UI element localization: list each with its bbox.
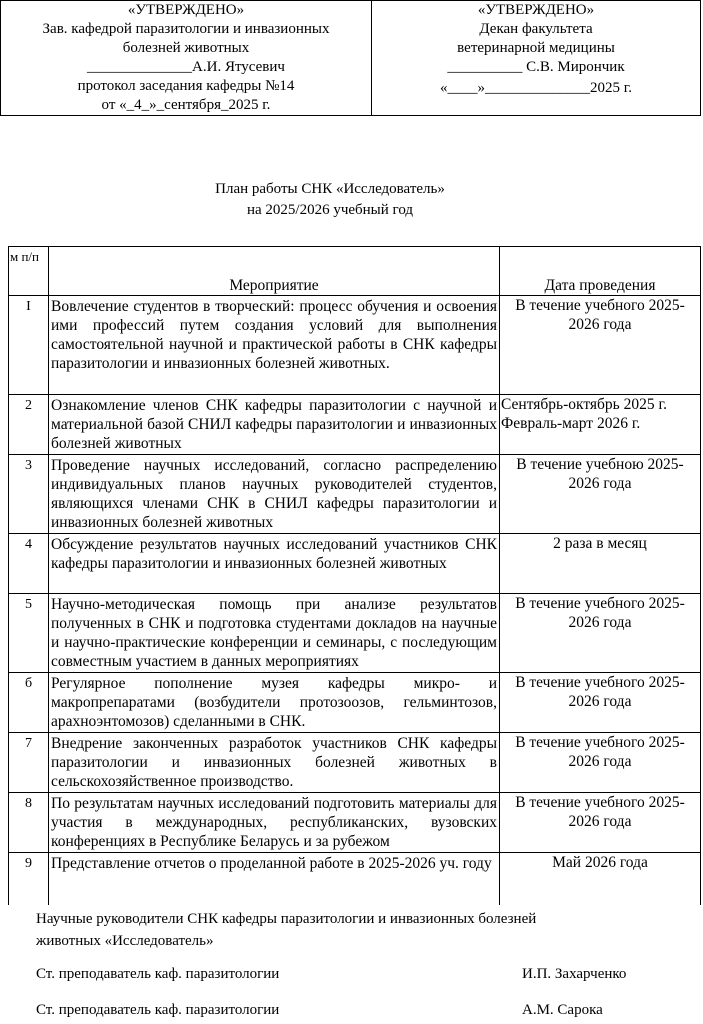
approval-left-department: болезней животных [122,40,250,56]
approval-left-stamp: «УТВЕРЖДЕНО» [127,2,245,18]
table-row [9,673,701,733]
document-title: План работы СНК «Исследователь» [215,181,445,197]
header-date: Дата проведения [500,247,701,296]
supervisors-text-line2: животных «Исследователь» [36,933,214,949]
row-num: 3 [9,455,49,534]
header-num: м п/п [9,247,49,296]
approval-left-position: Зав. кафедрой паразитологии и инвазионных [42,21,330,37]
table-header-row [9,247,701,296]
table-row [9,853,701,905]
row-event: Вовлечение студентов в творческий: процесс обучения и освоения ими профессий путем создания условий для выполнения самостоятельной научной и практической работы в СНК кафедры паразитологии и инвазионных болезней животных. [49,296,500,395]
approval-left-signature: ______________А.И. Ятусевич [87,59,285,75]
row-date: В течение учебного 2025-2026 года [500,733,701,793]
row-num: 4 [9,534,49,594]
signer-position: Ст. преподаватель каф. паразитологии [36,966,280,982]
approval-left-date: от «_4_»_сентября_2025 г. [101,97,271,113]
row-date: 2 раза в месяц [500,534,701,594]
approval-right-signature: __________ С.В. Мирончик [447,59,625,75]
row-event: Регулярное пополнение музея кафедры микро- и макропрепаратами (возбудители протозоозов, гельминтозов, арахноэнтомозов) сделанными в СНК. [49,673,500,733]
row-date: Сентябрь-октябрь 2025 г. Февраль-март 2026 г. [500,395,701,455]
table-row [9,455,701,534]
row-num: 9 [9,853,49,905]
table-row [9,534,701,594]
signer-name: И.П. Захарченко [522,966,627,982]
row-num: б [9,673,49,733]
plan-table [8,246,701,905]
approval-right-stamp: «УТВЕРЖДЕНО» [477,2,595,18]
row-date: Май 2026 года [500,853,701,905]
table-row [9,395,701,455]
supervisors-text-line1: Научные руководители СНК кафедры паразитологии и инвазионных болезней [36,911,537,927]
row-num: 8 [9,793,49,853]
row-date: В течение учебною 2025-2026 года [500,455,701,534]
table-row [9,793,701,853]
row-num: I [9,296,49,395]
row-event: Представление отчетов о проделанной работе в 2025-2026 уч. году [49,853,500,905]
approval-left-block [1,1,372,116]
approval-right-date: «____»______________2025 г. [440,80,632,96]
row-event: Проведение научных исследований, согласно распределению индивидуальных планов научных руководителей студентов, являющихся членами СНК в СНИЛ кафедры паразитологии и инвазионных болезней животных [49,455,500,534]
row-event: Обсуждение результатов научных исследований участников СНК кафедры паразитологии и инвазионных болезней животных [49,534,500,594]
table-row [9,296,701,395]
row-date: В течение учебного 2025-2026 года [500,594,701,673]
row-date: В течение учебного 2025-2026 года [500,793,701,853]
row-event: По результатам научных исследований подготовить материалы для участия в международных, республиканских, вузовских конференциях в Республике Беларусь и за рубежом [49,793,500,853]
header-event: Мероприятие [49,247,500,296]
row-date: В течение учебного 2025-2026 года [500,296,701,395]
table-row [9,733,701,793]
row-event: Ознакомление членов СНК кафедры паразитологии с научной и материальной базой СНИЛ кафедры паразитологии и инвазионных болезней животных [49,395,500,455]
row-event: Научно-методическая помощь при анализе результатов полученных в СНК и подготовка студентами докладов на научные и научно-практические конференции и семинары, с последующим совместным участием в данных мероприятиях [49,594,500,673]
approval-left-protocol: протокол заседания кафедры №14 [77,78,295,94]
row-date: В течение учебного 2025-2026 года [500,673,701,733]
signer-position: Ст. преподаватель каф. паразитологии [36,1002,280,1018]
approval-right-faculty: ветеринарной медицины [457,40,615,56]
approval-header [0,0,701,116]
table-row [9,594,701,673]
row-num: 5 [9,594,49,673]
approval-right-block [372,1,701,116]
document-subtitle: на 2025/2026 учебный год [246,202,414,218]
signer-name: А.М. Сарока [522,1002,603,1018]
row-num: 2 [9,395,49,455]
row-num: 7 [9,733,49,793]
approval-right-position: Декан факультета [479,21,593,37]
row-event: Внедрение законченных разработок участников СНК кафедры паразитологии и инвазионных болезней животных в сельскохозяйственное производство. [49,733,500,793]
